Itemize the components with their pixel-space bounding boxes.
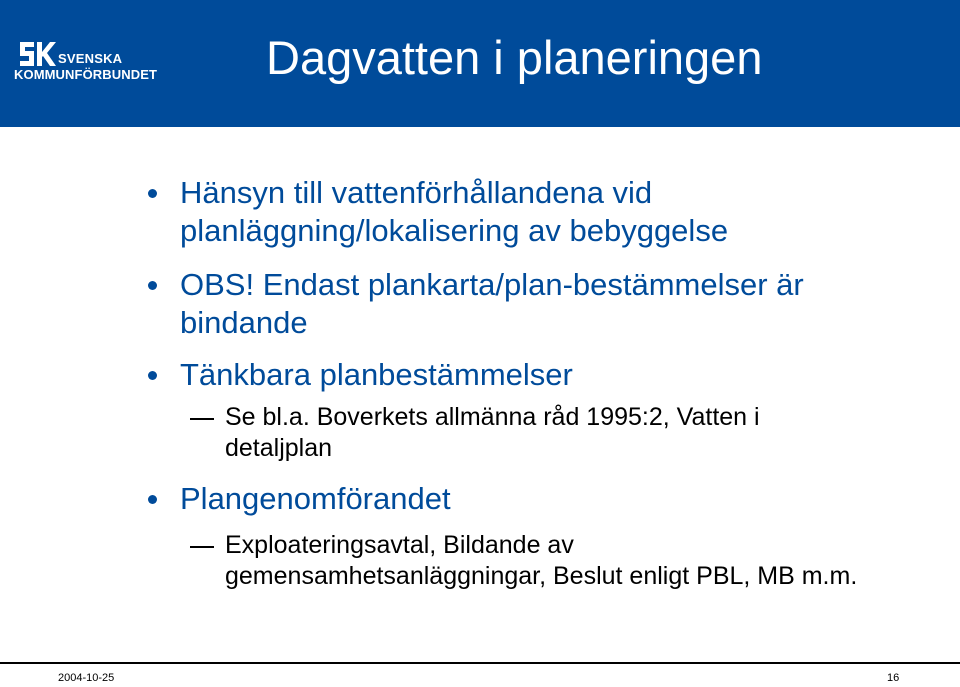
bullet-icon: [148, 495, 157, 504]
header-bar: [0, 0, 960, 127]
logo-line-1: SVENSKA: [58, 51, 123, 66]
sub-bullet-text: Exploateringsavtal, Bildande av gemensamhetsanläggningar, Beslut enligt PBL, MB m.m.: [225, 531, 858, 590]
logo-line-2: KOMMUNFÖRBUNDET: [14, 67, 158, 82]
footer-date: 2004-10-25: [58, 672, 115, 684]
bullet-text: Plangenomförandet: [180, 481, 451, 516]
sub-bullet-text: Se bl.a. Boverkets allmänna råd 1995:2, Vatten i detaljplan: [225, 403, 760, 462]
dash-icon: [190, 546, 214, 548]
bullet-text: Hänsyn till vattenförhållandena vid planläggning/lokalisering av bebyggelse: [180, 175, 729, 248]
bullet-icon: [148, 281, 157, 290]
bullet-icon: [148, 371, 157, 380]
footer-divider: [0, 662, 960, 664]
bullet-icon: [148, 189, 157, 198]
bullet-text: OBS! Endast plankarta/plan-bestämmelser är bindande: [180, 267, 804, 340]
dash-icon: [190, 418, 214, 420]
page-number: 16: [887, 672, 900, 684]
organization-logo: [14, 38, 164, 82]
sk-logo-icon: [16, 38, 56, 70]
bullet-text: Tänkbara planbestämmelser: [180, 357, 573, 392]
slide-title: Dagvatten i planeringen: [266, 31, 763, 84]
